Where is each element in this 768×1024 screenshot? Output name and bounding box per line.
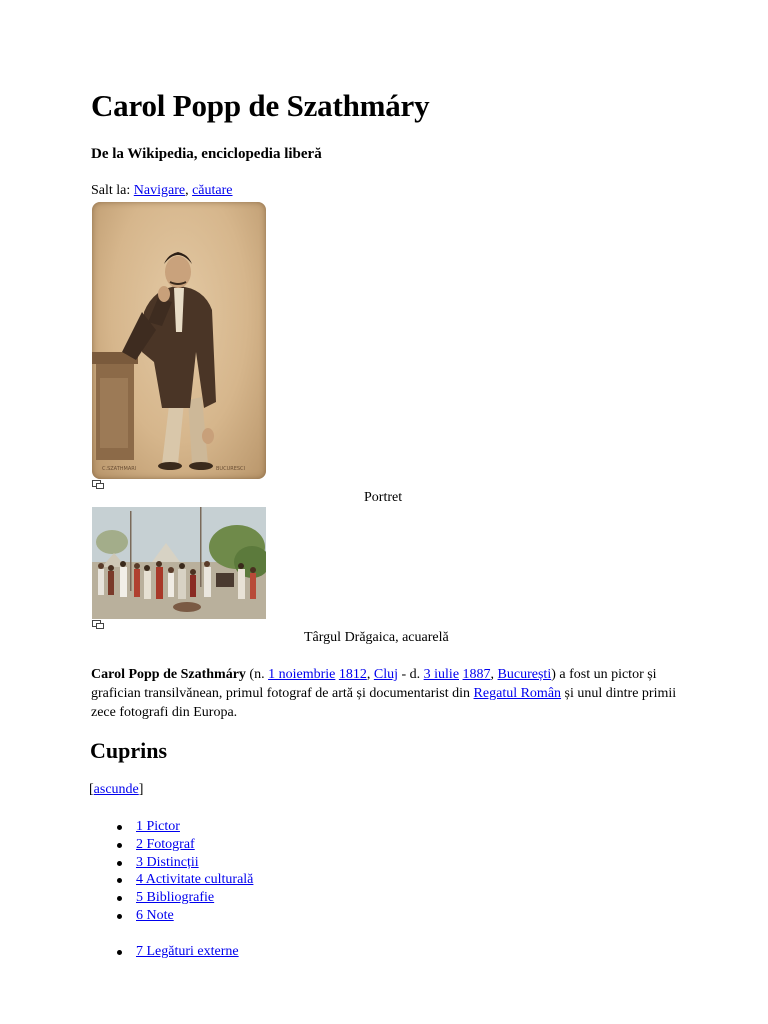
lead-text: - d.	[397, 667, 424, 682]
death-place-link[interactable]: București	[497, 667, 552, 682]
enlarge-icon[interactable]	[92, 480, 104, 489]
toc-heading: Cuprins	[90, 738, 168, 763]
toc-link[interactable]: 6 Note	[136, 907, 174, 923]
death-date-link[interactable]: 3 iulie	[423, 667, 460, 682]
photo-label-right: BUCURESCI	[216, 466, 246, 472]
jump-separator: ,	[185, 183, 189, 198]
subject-name: Carol Popp de Szathmáry	[91, 667, 246, 682]
bullet-icon	[117, 896, 122, 901]
lead-text: ,	[366, 667, 374, 682]
jump-prefix: Salt la:	[91, 183, 131, 198]
portrait-photo[interactable]	[92, 202, 266, 479]
toc-link[interactable]: 3 Distincții	[136, 854, 199, 870]
bullet-icon	[117, 843, 122, 848]
birth-date-link[interactable]: 1 noiembrie	[268, 667, 336, 682]
toc-link[interactable]: 5 Bibliografie	[136, 890, 215, 906]
lead-text: (n.	[245, 667, 269, 682]
bullet-icon	[117, 861, 122, 866]
toc-toggle	[89, 782, 143, 798]
bullet-icon	[117, 825, 122, 830]
bracket-close: ]	[138, 782, 144, 797]
photo-label-left: C.SZATHMARI	[102, 466, 137, 472]
toc-link[interactable]: 2 Fotograf	[136, 836, 195, 852]
kingdom-link[interactable]: Regatul Român	[473, 686, 562, 701]
toc-link[interactable]: 1 Pictor	[136, 819, 180, 834]
hide-toc-link[interactable]: ascunde	[93, 782, 139, 797]
lead-text: ,	[490, 667, 498, 682]
birth-place-link[interactable]: Cluj	[373, 667, 398, 682]
page-subtitle: De la Wikipedia, enciclopedia liberă	[91, 146, 322, 162]
bullet-icon	[117, 950, 122, 955]
lead-text: ) a fost un pictor și grafician transilvănean, primul fotograf de artă și documentarist din	[91, 667, 657, 701]
toc-link[interactable]: 7 Legături externe	[136, 944, 239, 959]
painting-caption: Târgul Drăgaica, acuarelă	[304, 630, 449, 645]
navigation-link[interactable]: Navigare	[133, 183, 186, 198]
search-link[interactable]: căutare	[192, 183, 233, 198]
lead-paragraph	[91, 665, 691, 722]
dragaica-painting[interactable]	[92, 507, 266, 619]
lead-text: și unul dintre primii zece fotografi din Europa.	[91, 686, 677, 720]
death-year-link[interactable]: 1887	[462, 667, 491, 682]
portrait-caption: Portret	[364, 490, 403, 505]
bracket-open: [	[89, 782, 94, 797]
jump-to-links	[91, 183, 233, 199]
birth-year-link[interactable]: 1812	[338, 667, 367, 682]
toc-link[interactable]: 4 Activitate culturală	[136, 872, 254, 888]
bullet-icon	[117, 878, 122, 883]
bullet-icon	[117, 914, 122, 919]
page-title: Carol Popp de Szathmáry	[91, 88, 430, 123]
enlarge-icon[interactable]	[92, 620, 104, 629]
